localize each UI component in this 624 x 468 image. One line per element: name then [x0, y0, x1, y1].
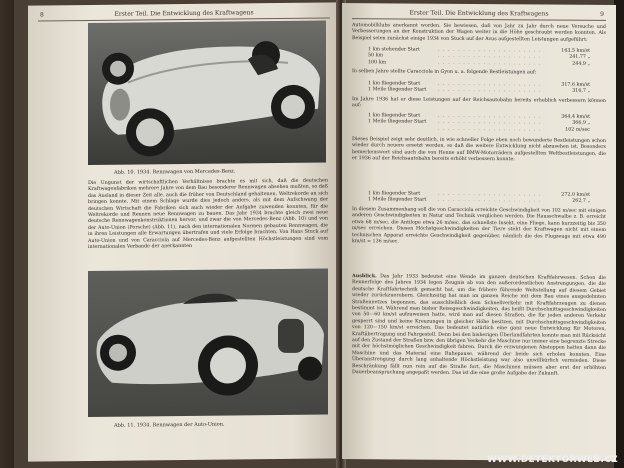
leader-dots: . . . . . . . . . . . . . . . . . . . . . — [438, 60, 542, 67]
leader-dots: . . . . . . . . . . . . . . . . . . . . . — [438, 126, 542, 133]
figure-10-caption: Abb. 10. 1934. Rennwagen von Mercedes-Benz. — [114, 168, 236, 176]
record-value: 272,0 km/st — [561, 192, 590, 198]
record-value: 102 m/sec — [565, 127, 590, 133]
record-label: 1 Meile fliegender Start — [368, 87, 427, 94]
record-label: 100 km — [368, 60, 387, 66]
record-row — [368, 126, 590, 134]
record-value: 364,4 km/st — [561, 114, 590, 120]
henne-table — [368, 191, 590, 205]
caracciola-1934-table — [368, 81, 590, 95]
record-label: 1 km fliegender Start — [368, 81, 421, 87]
leader-dots: . . . . . . . . . . . . . . . . . . . . . — [438, 120, 542, 126]
watermark: WWW.DETEKTORWEB.CZ — [487, 455, 618, 465]
mercedes-photo — [88, 21, 326, 165]
outlook-lead: Ausblick. — [352, 273, 377, 280]
mercedes-car-illustration — [88, 21, 326, 165]
left-body-paragraph: Die Ungunst der wirtschaftlichen Verhältnisse brachte es mit sich, daß die deutschen Kraftwagenfabriken mehrere Jahre von dem Bau besonderer Rennwagen absehen mußten, so daß das Ausland in dieser Zeit alle, auch die früher von Deutschland gehaltenen, Weltrekorde an sich bringen konnte. Mit einem Schlage wurde dies jedoch anders, als mit dem Aufschwung der deutschen Wirtschaft die Fabriken sich auch wieder der Aufgabe zuwenden konnten, für die Weltrekorde und Rennen neue Rennwagen zu bauen. Das Jahr 1934 brachte gleich zwei neue deutsche Rennwagenkonstruktionen hervor, und zwar die von Mercedes-Benz (Abb. 10) und von der Auto-Union (Porsche) (Abb. 11), nach den internationalen Normen gebauten Rennwagen, die in ihren Leistungen alle Erwartungen übertrafen und viele Erfolge brachten. Von Hans Stuck auf Auto-Union und von Caracciola auf Mercedes-Benz aufgestellten Höchstleistungen sind vom internationalen Verbande der anerkannten — [88, 178, 328, 251]
record-value: 316,7 „ — [572, 89, 590, 95]
leader-dots: . . . . . . . . . . . . . . . . . . . . . — [438, 191, 542, 198]
left-body-text — [88, 178, 328, 265]
auto-union-photo — [88, 268, 328, 417]
record-label — [368, 126, 438, 133]
right-page — [342, 3, 616, 461]
comparison-paragraph: In diesem Zusammenhang soll die von Caracciola erreichte Geschwindigkeit von 102 m/sec mit einigen anderen Geschwindigkeiten in Natur und Technik verglichen werden. Die Hausschwalbe z. B. erreicht etwa 68 m/sec, die Antilope etwa 26 m/sec, das schnellste Insekt, eine Fliege, kann kurzzeitig bis 350 m/sec erreichen. Diesen Höchstgeschwindigkeiten der Tiere steht der Kraftwagen nicht mit einem technischen Apparat erreichte Geschwindigkeit gegenüber, nämlich die des Flugzeugs mit etwa 490 km/st = 136 m/sec. — [352, 207, 606, 245]
record-label: 1 km stehender Start — [368, 47, 420, 53]
right-running-head — [342, 9, 616, 18]
right-head-rule — [352, 18, 606, 21]
record-label: 1 km fliegender Start — [368, 113, 421, 119]
leader-dots: . . . . . . . . . . . . . . . . . . . . . — [438, 88, 542, 94]
left-page-number: 8 — [40, 11, 44, 19]
record-row — [368, 60, 590, 68]
auto-union-car-illustration — [88, 268, 328, 417]
record-label: 1 km fliegender Start — [368, 191, 421, 197]
caracciola-1936-paragraph: Im Jahre 1936 hat er diese Leistungen auf der Reichsautobahn bereits erheblich verbessern können auf: — [352, 97, 606, 109]
stuck-records-table — [368, 47, 590, 68]
henne-paragraph: Dieses Beispiel zeigt sehr deutlich, in wie schneller Folge eben noch bewunderte Bestleistungen schon wieder durch neuere ersetzt werden, so daß die weitere Entwicklung nicht abzusehen ist. Besonders bemerkenswert sind auch die von Henne auf BMW-Motorrädern aufgestellten Weltbestleistungen, die er 1936 auf der Reichsautobahn bereits erhöht verbessern konnte: — [352, 137, 606, 163]
leader-dots: . . . . . . . . . . . . . . . . . . . . . — [438, 198, 542, 204]
caracciola-1936-table — [368, 113, 590, 134]
record-value: 163,5 km/st — [561, 48, 590, 54]
left-head-text: Erster Teil. Die Entwicklung des Kraftwagens — [114, 9, 254, 18]
right-head-text: Erster Teil. Die Entwicklung des Kraftwagens — [409, 9, 549, 18]
outlook-paragraph — [352, 273, 606, 378]
record-value: 262,7 „ — [572, 199, 590, 205]
caracciola-1934-paragraph: In selben Jahre stellte Caracciola in Gyon u. a. folgende Bestleistungen auf: — [352, 69, 537, 76]
henne-text — [352, 137, 606, 191]
record-value: 366,9 „ — [572, 121, 590, 127]
right-intro-text — [352, 23, 606, 44]
comparison-text — [352, 207, 606, 273]
figure-11-caption: Abb. 11. 1934. Rennwagen der Auto-Union. — [114, 421, 225, 429]
record-value: 317,6 km/st — [561, 82, 590, 88]
right-intro-paragraph: Automobilklubs anerkannt worden. Sie bewiesen, daß von Jahr zu Jahr durch neue Versuche und Verbesserungen an der Konstruktion der Wagen weiter in die Höhe geschraubt werden konnten. Als Beispiel seien zunächst einige 1934 von Stuck auf der Avus aufgestellten Leistungen aufgeführt: — [352, 23, 606, 43]
record-row — [368, 88, 590, 96]
record-label: 1 Meile fliegender Start — [368, 197, 427, 204]
outlook-body: Das Jahr 1933 bedeutet eine Wende im ganzen deutschen Kraftfahrwesen. Schon die Rennerfolge des Jahres 1934 legen Zeugnis ab von den außerordentlichen Anstrengungen, die die deutsche Kraftfahrtechnik gemacht hat, um die frühere führende Weltstellung auf diesem Gebiet wieder zurückzuerobern. Gleichzeitig hat man im ganzen Reiche mit dem Bau eines ausgedehnten Straßennetzes begonnen, das ausschließlich dem Schnellverkehr mit Kraftfahrzeugen zu dienen bestimmt ist. Während man bisher Reisegeschwindigkeiten, das heißt Durchschnittsgeschwindigkeiten von 50—60 km/st aufzuweisen hatte, wird man auf diesen Straßen, die für jeden anderen Verkehr gesperrt sind und keine Kreuzungen in gleicher Höhe besitzen, mit Durchschnittsgeschwindigkeiten von 120—150 km/st erreichen. Das bedeutet natürlich eine ganz neue Entwicklung für Motoren, Kraftübertragung und Fahrgestell. Denn bei den bisherigen Überlandfahrten konnte man mit Rücksicht auf den Zustand der Straßen bzw. den übrigen Verkehr die Maschine nur immer eine begrenzte Strecke mit der höchstmöglichen Geschwindigkeit fahren. Durch die erzwungenen Abstoppen hatten dann die Maschine und das Material eine Ruhepause, während der beide sich erholen konnten. Eine Überanstrengung durch lang anhaltende Höchstleistung war also unwillkürlich vermieden. Diese Beschränkung fällt nun rein auf die Straße fort, die Maschinen müssen aber erst der erhöhten Dauerbeanspruchung angepaßt werden. Das ist die eine große Aufgabe der Zukunft. — [352, 274, 606, 377]
left-page — [28, 2, 340, 461]
outlook-text — [352, 273, 606, 451]
record-label: 50 km — [368, 53, 384, 59]
right-page-number: 9 — [600, 10, 604, 18]
record-value: 241,77 „ — [569, 55, 590, 61]
leader-dots: . . . . . . . . . . . . . . . . . . . . . — [438, 81, 542, 88]
leader-dots: . . . . . . . . . . . . . . . . . . . . . — [438, 113, 542, 120]
left-running-head — [28, 8, 340, 18]
record-label: 1 Meile fliegender Start — [368, 119, 427, 126]
record-row — [368, 198, 590, 206]
leader-dots: . . . . . . . . . . . . . . . . . . . . . — [438, 47, 542, 54]
leader-dots: . . . . . . . . . . . . . . . . . . . . . — [438, 54, 542, 60]
record-value: 244,9 „ — [572, 61, 590, 67]
caracciola-1936-text — [352, 97, 606, 112]
caracciola-1934-text — [352, 69, 606, 77]
